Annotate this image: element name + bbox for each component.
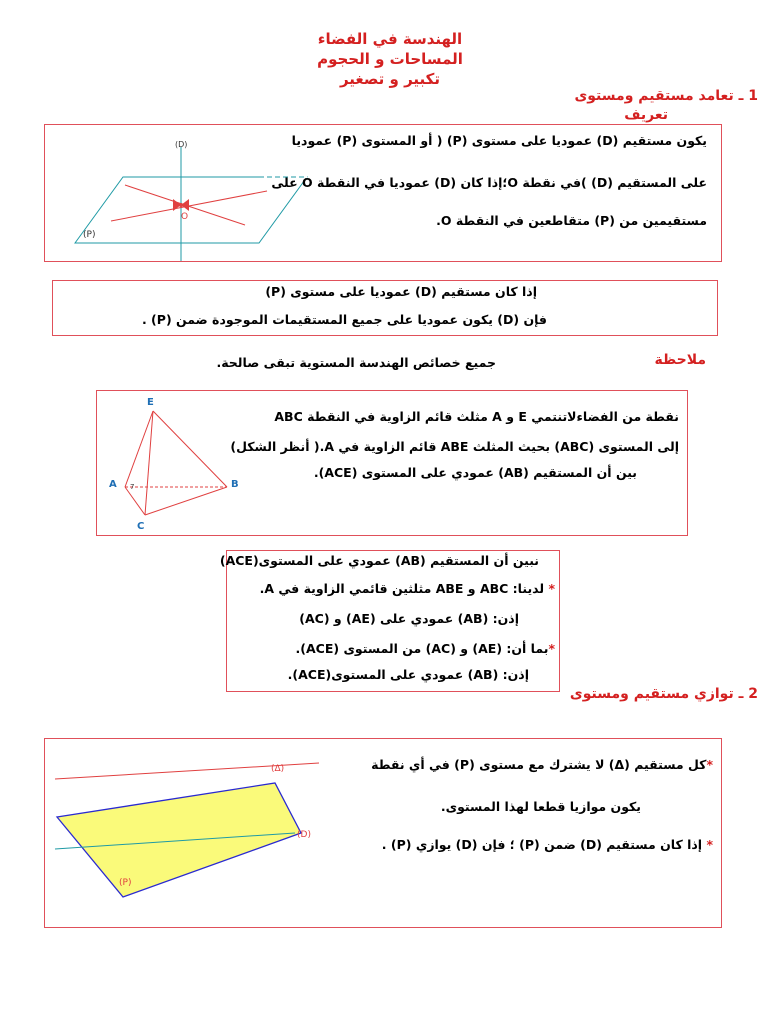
page-title-line3: تكبير و تصغير [339,70,441,88]
parallel-box [44,738,722,928]
section1-heading: 1 ـ تعامد مستقيم ومستوى [574,88,758,104]
property-line1: إذا كان مستقيم (D) عموديا على مستوى (P) [265,284,537,299]
definition-line1: يكون مستقيم (D) عموديا على مستوى (P) ( أو المستوى (P) عموديا [291,133,707,148]
figure1-point-label: O [181,212,189,222]
property-line2: فإن (D) يكون عموديا على جميع المستقيمات الموجودة ضمن (P) . [141,312,547,327]
page-title-line2: المساحات و الحجوم [317,50,463,68]
remark-label: ملاحظة [654,352,706,368]
figure1-line-label: (D) [175,140,188,149]
exercise-line2: إلى المستوى (ABC) بحيث المثلث ABE قائم الزاوية في A.( أنظر الشكل) [230,439,679,454]
solution-line1 [260,581,555,596]
remark-text: جميع خصائص الهندسة المستوية تبقى صالحة. [216,355,496,370]
solution-line3 [296,641,555,656]
svg-text:7: 7 [130,483,135,491]
figure2-label-a: A [109,479,117,490]
figure-line-plane [45,125,295,261]
parallel-line2: يكون موازيا قطعا لهذا المستوى. [440,799,641,814]
bullet-star-3: * [706,757,713,772]
figure3-delta-label: (Δ) [271,764,285,774]
parallel-line1-text: كل مستقيم (Δ) لا يشترك مع مستوى (P) في أي نقطة [371,757,707,772]
solution-box [219,550,560,692]
definition-line2: على المستقيم (D) )في نقطة O؛إذا كان (D) عموديا في النقطة O على [271,175,707,190]
figure-parallel [45,739,335,927]
figure3-d-label: (D) [297,830,311,840]
figure2-label-e: E [147,397,154,408]
solution-line4: إذن: (AB) عمودي على المستوى(ACE). [287,667,529,682]
solution-line2: إذن: (AB) عمودي على (AE) و (AC) [299,611,519,626]
section2-heading: 2 ـ توازي مستقيم ومستوى [569,686,758,702]
figure1-plane-label: (P) [83,230,96,240]
bullet-star-4: * [706,837,713,852]
section1-subheading: تعريف [624,107,668,123]
definition-line3: مستقيمين من (P) متقاطعين في النقطة O. [436,213,707,228]
figure3-plane-label: (P) [119,878,132,888]
solution-line3-text: بما أن: (AE) و (AC) من المستوى (ACE). [295,641,549,656]
figure2-label-c: C [137,521,145,532]
property-box [52,280,718,336]
parallel-line1 [371,757,713,772]
parallel-line3 [382,837,713,852]
definition-box [44,124,722,262]
bullet-star-2: * [548,641,555,656]
solution-line1-text: لدينا: ABC و ABE مثلثين قائمي الزاوية في A. [259,581,545,596]
exercise-line1: ABC مثلث قائم الزاوية في النقطة A و E نقطة من الفضاءلاتنتمي [274,409,679,424]
bullet-star-1: * [548,581,555,596]
exercise-box [96,390,688,536]
figure2-label-b: B [231,479,239,490]
parallel-line3-text: إذا كان مستقيم (D) ضمن (P) ؛ فإن (D) يوازي (P) . [381,837,703,852]
solution-title: نبين أن المستقيم (AB) عمودي على المستوى(ACE) [219,553,539,568]
exercise-line3: بين أن المستقيم (AB) عمودي على المستوى (ACE). [313,465,637,480]
figure-tetrahedron [97,391,257,535]
page-title-line1: الهندسة في الفضاء [317,30,463,48]
